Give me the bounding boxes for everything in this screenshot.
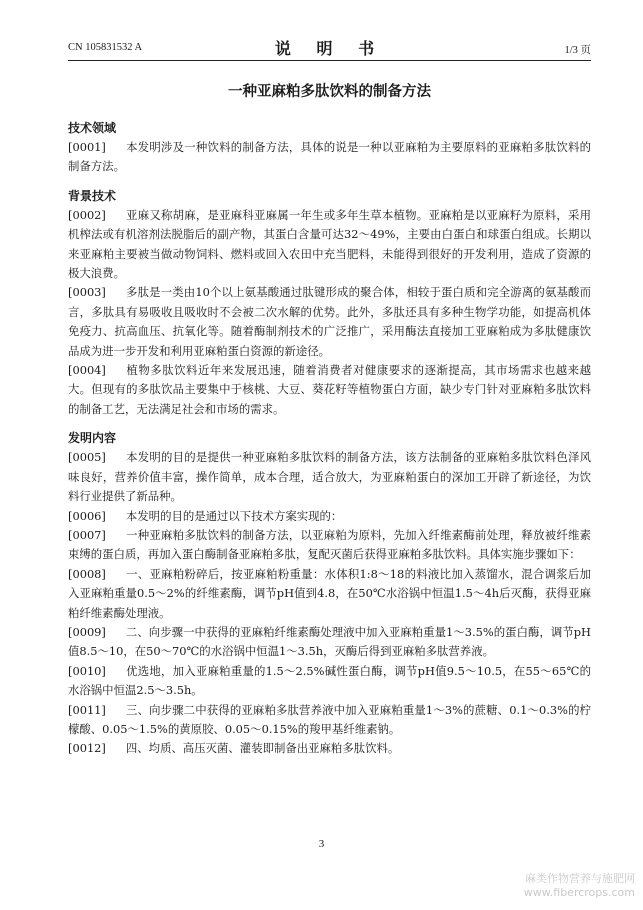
section-heading: 技术领域 xyxy=(68,121,117,135)
paragraph xyxy=(68,526,591,565)
document-type-title: 说 明 书 xyxy=(274,39,385,58)
paragraph-text: 本发明的目的是通过以下技术方案实现的： xyxy=(125,508,343,523)
page-header xyxy=(68,36,591,58)
section xyxy=(68,118,591,177)
paragraph-number: [0006] xyxy=(68,508,106,523)
paragraph-number: [0003] xyxy=(68,285,106,300)
watermark-url: www.fibercrops.com xyxy=(523,886,635,899)
page-number: 3 xyxy=(318,838,325,850)
paragraph-number: [0009] xyxy=(68,624,106,639)
paragraph-text: 一、亚麻粕粉碎后，按亚麻粕粉重量：水体积1:8～18的料液比加入蒸馏水，混合调浆后加入亚麻粕重量0.5～2%的纤维素酶，调节pH值到4.8，在50℃水浴锅中恒温1.5～4h后灭酶，获得亚麻粕纤维素酶处理液。 xyxy=(68,566,591,620)
paragraph-text: 植物多肽饮料近年来发展迅速，随着消费者对健康要求的逐渐提高，其市场需求也越来越大。但现有的多肽饮品主要集中于核桃、大豆、葵花籽等植物蛋白方面，缺少专门针对亚麻粕多肽饮料的制备工艺，无法满足社会和市场的需求。 xyxy=(68,363,591,416)
paragraph-number: [0008] xyxy=(68,566,106,581)
paragraph-number: [0011] xyxy=(68,702,106,717)
paragraph-text: 本发明的目的是提供一种亚麻粕多肽饮料的制备方法，该方法制备的亚麻粕多肽饮料色泽风味良好，营养价值丰富，操作简单，成本合理，适合放大，为亚麻粕蛋白的深加工开辟了新途径，为饮料行业提供了新品种。 xyxy=(68,450,591,504)
document-title: 一种亚麻粕多肽饮料的制备方法 xyxy=(228,84,431,100)
paragraph xyxy=(68,662,591,701)
paragraph-text: 本发明涉及一种饮料的制备方法，具体的说是一种以亚麻粕为主要原料的亚麻粕多肽饮料的制备方法。 xyxy=(68,140,591,174)
paragraph-text: 多肽是一类由10个以上氨基酸通过肽键形成的聚合体，相较于蛋白质和完全游离的氨基酸而言，多肽具有易吸收且吸收时不会被二次水解的优势。此外，多肽还具有多种生物学功能，如提高机体免疫力、抗高血压、抗氧化等。随着酶制剂技术的广泛推广，采用酶法直接加工亚麻粕成为多肽健康饮品成为进一步开发和利用亚麻粕蛋白资源的新途径。 xyxy=(68,285,591,358)
patent-number: CN 105831532 A xyxy=(68,42,143,53)
section xyxy=(68,186,591,419)
section xyxy=(68,428,591,759)
watermark xyxy=(524,872,635,900)
paragraph-text: 优选地，加入亚麻粕重量的1.5～2.5%碱性蛋白酶，调节pH值9.5～10.5，在55～65℃的水浴锅中恒温2.5～3.5h。 xyxy=(68,663,591,698)
paragraph xyxy=(68,739,591,758)
paragraph xyxy=(68,701,591,740)
paragraph-text: 亚麻又称胡麻，是亚麻科亚麻属一年生或多年生草本植物。亚麻粕是以亚麻籽为原料，采用机榨法或有机溶剂法脱脂后的副产物，其蛋白含量可达32～49%，主要由白蛋白和球蛋白组成。长期以来亚麻粕主要被当做动物饲料、燃料或回入农田中充当肥料，未能得到很好的开发利用，造成了资源的极大浪费。 xyxy=(68,207,591,281)
paragraph xyxy=(68,138,591,177)
paragraph-number: [0005] xyxy=(68,450,106,465)
watermark-site-name: 麻类作物营养与施肥网 xyxy=(525,872,635,885)
paragraph xyxy=(68,206,591,284)
paragraph xyxy=(68,283,591,361)
paragraph-text: 三、向步骤二中获得的亚麻粕多肽营养液中加入亚麻粕重量1～3%的蔗糖、0.1～0.3%的柠檬酸、0.05～1.5%的黄原胶、0.05～0.15%的羧甲基纤维素钠。 xyxy=(68,702,591,736)
section-heading: 背景技术 xyxy=(68,188,117,203)
paragraph-number: [0010] xyxy=(68,663,106,678)
header-divider xyxy=(68,60,591,61)
paragraph-number: [0007] xyxy=(68,527,106,542)
paragraph xyxy=(68,448,591,506)
paragraph-text: 四、均质、高压灭菌、灌装即制备出亚麻粕多肽饮料。 xyxy=(125,741,400,756)
document-body xyxy=(68,118,591,768)
paragraph-number: [0002] xyxy=(68,207,106,222)
paragraph xyxy=(68,361,591,419)
paragraph-number: [0012] xyxy=(68,741,106,756)
paragraph-text: 一种亚麻粕多肽饮料的制备方法，以亚麻粕为原料，先加入纤维素酶前处理，释放被纤维素束缚的蛋白质，再加入蛋白酶制备亚麻粕多肽，复配灭菌后获得亚麻粕多肽饮料。具体实施步骤如下： xyxy=(68,527,591,562)
paragraph-text: 二、向步骤一中获得的亚麻粕纤维素酶处理液中加入亚麻粕重量1～3.5%的蛋白酶，调节pH值8.5～10，在50～70℃的水浴锅中恒温1～3.5h，灭酶后得到亚麻粕多肽营养液。 xyxy=(68,624,591,659)
section-heading: 发明内容 xyxy=(68,431,117,446)
paragraph xyxy=(68,507,591,526)
paragraph-number: [0001] xyxy=(68,140,106,154)
paragraph-number: [0004] xyxy=(68,363,106,378)
paragraph xyxy=(68,565,591,623)
page-indicator: 1/3 页 xyxy=(564,45,591,56)
paragraph xyxy=(68,623,591,662)
